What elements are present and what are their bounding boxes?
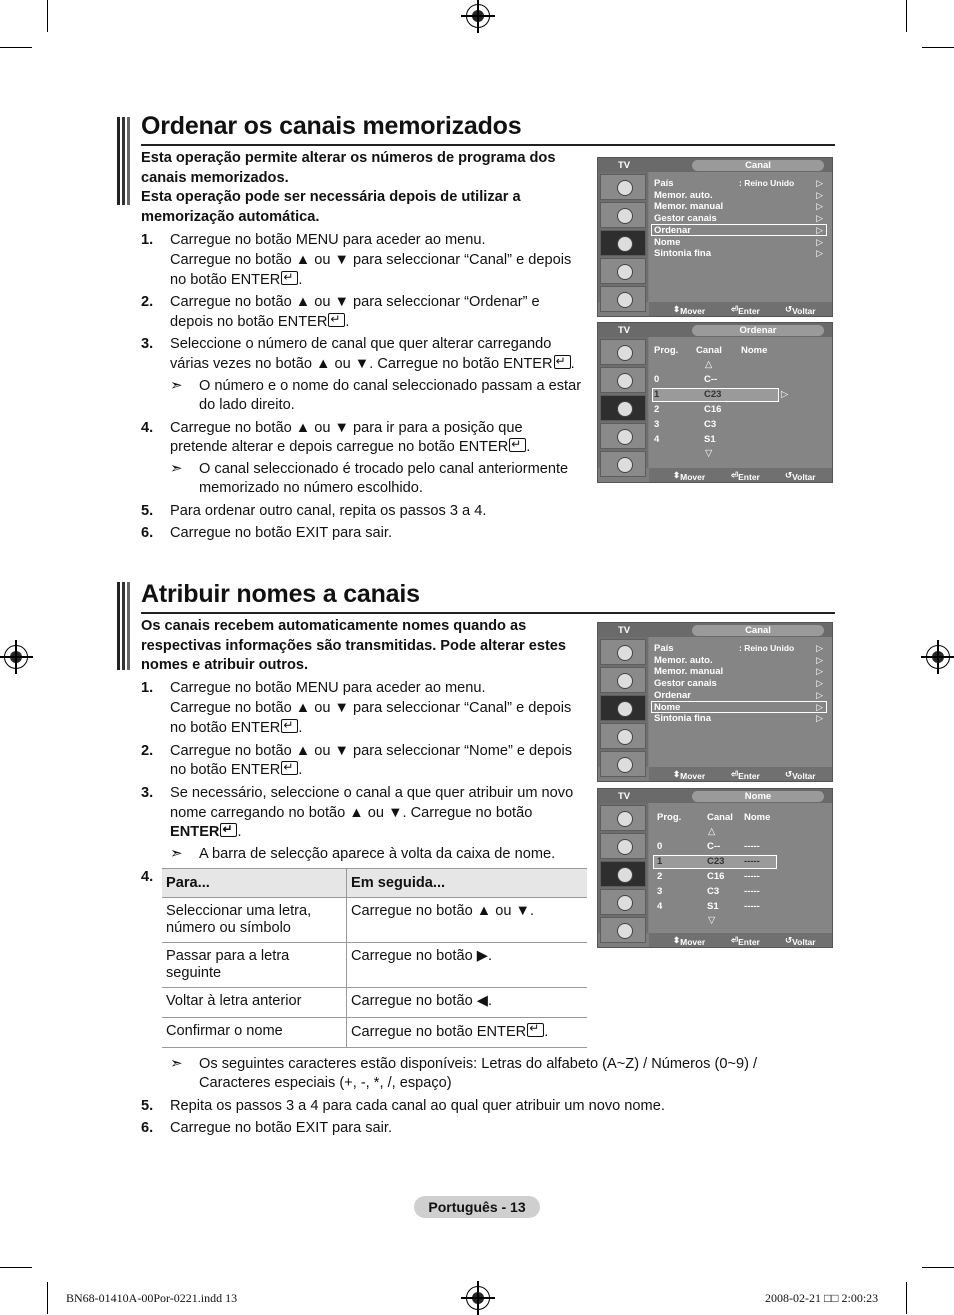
setup-icon <box>600 889 646 915</box>
table-cell: Confirmar o nome <box>162 1018 347 1048</box>
step-number: 2. <box>141 743 154 759</box>
crop-mark <box>0 1267 32 1268</box>
scroll-up-icon: △ <box>708 826 716 837</box>
note-arrow-icon: ➣ <box>170 460 183 477</box>
note-line: A barra de selecção aparece à volta da caixa de nome. <box>199 846 556 862</box>
table-row <box>162 943 587 988</box>
arrow-right-icon: ▷ <box>816 643 823 653</box>
arrow-right-icon: ▷ <box>816 678 823 688</box>
setup-icon <box>600 723 646 749</box>
osd-nome: ----- <box>744 856 760 867</box>
osd-footer-move: Mover <box>680 306 706 316</box>
arrow-right-icon: ▷ <box>816 248 823 258</box>
arrow-right-icon: ▷ <box>816 190 823 200</box>
key-table <box>162 868 587 1048</box>
osd-footer-enter: Enter <box>738 306 760 316</box>
enter-icon <box>509 438 526 452</box>
note-line: memorizado no número escolhido. <box>199 480 423 496</box>
osd-footer-enter: Enter <box>738 472 760 482</box>
enter-icon <box>281 271 298 285</box>
print-slug: BN68-01410A-00Por-0221.indd 13 <box>66 1291 238 1305</box>
table-header: Em seguida... <box>347 869 588 898</box>
osd-col-header: Canal <box>707 812 733 823</box>
scroll-up-icon: △ <box>705 359 713 370</box>
osd-prog: 0 <box>657 841 663 852</box>
step-line: nome carregando no botão ▲ ou ▼. Carregue no botão <box>170 805 533 821</box>
note-line: Os seguintes caracteres estão disponíveis: Letras do alfabeto (A~Z) / Números (0~9) / <box>199 1056 758 1072</box>
osd-prog: 0 <box>654 374 660 385</box>
step-line: Carregue no botão ▲ ou ▼ para seleccionar “Canal” e depois <box>170 700 572 716</box>
osd-col-header: Canal <box>696 345 722 356</box>
step-number: 3. <box>141 336 154 352</box>
table-cell: Carregue no botão ▲ ou ▼. <box>347 898 588 943</box>
arrow-right-icon: ▷ <box>816 201 823 211</box>
step-number: 5. <box>141 503 154 519</box>
setup-icon <box>600 423 646 449</box>
section-marker <box>117 582 130 670</box>
osd-canal: S1 <box>704 434 716 445</box>
step-line: Carregue no botão ▲ ou ▼ para seleccionar “Ordenar” e <box>170 294 540 310</box>
osd-canal: C16 <box>707 871 725 882</box>
enter-icon <box>281 719 298 733</box>
step-line: Para ordenar outro canal, repita os passos 3 a 4. <box>170 503 487 519</box>
table-row <box>162 898 587 943</box>
osd-prog: 3 <box>654 419 660 430</box>
intro-line: Esta operação permite alterar os números de programa dos <box>141 150 556 166</box>
arrow-right-icon: ▷ <box>816 713 823 723</box>
osd-footer-move: Mover <box>680 771 706 781</box>
intro-line: nomes e atribuir outros. <box>141 657 309 673</box>
input-icon <box>600 286 646 312</box>
sound-icon <box>600 202 646 228</box>
osd-col-header: Nome <box>744 812 771 823</box>
osd-menu-item[interactable]: Nome <box>654 237 681 248</box>
note-line: O canal seleccionado é trocado pelo canal anteriormente <box>199 461 569 477</box>
osd-header: Canal <box>692 160 824 171</box>
table-cell: Carregue no botão ▶. <box>347 943 588 988</box>
picture-icon <box>600 339 646 365</box>
osd-menu-item[interactable]: Nome <box>654 702 681 713</box>
arrow-right-icon: ▷ <box>816 690 823 700</box>
crop-mark <box>922 1267 954 1268</box>
arrow-right-icon: ▷ <box>781 389 789 400</box>
osd-tv-label: TV <box>618 160 631 171</box>
osd-footer-back: Voltar <box>792 771 816 781</box>
step-number: 6. <box>141 1120 154 1136</box>
osd-col-header: Nome <box>741 345 768 356</box>
osd-canal: C3 <box>704 419 717 430</box>
osd-footer-enter: Enter <box>738 771 760 781</box>
channel-icon <box>600 395 646 421</box>
step-line: pretende alterar e depois carregue no botão ENTER↵ . <box>170 438 530 458</box>
table-header: Para... <box>162 869 347 898</box>
intro-line: respectivas informações são transmitidas. Pode alterar estes <box>141 638 567 654</box>
scroll-down-icon: ▽ <box>708 915 716 926</box>
arrow-right-icon: ▷ <box>816 225 823 235</box>
osd-tv-label: TV <box>618 625 631 636</box>
section-rule <box>141 144 835 146</box>
step-line: Carregue no botão ▲ ou ▼ para seleccionar “Canal” e depois <box>170 252 572 268</box>
crop-mark <box>906 1282 907 1314</box>
step-line: Carregue no botão MENU para aceder ao menu. <box>170 232 486 248</box>
osd-canal: S1 <box>707 901 719 912</box>
osd-tv-label: TV <box>618 791 631 802</box>
arrow-right-icon: ▷ <box>816 702 823 712</box>
arrow-right-icon: ▷ <box>816 237 823 247</box>
osd-canal: C-- <box>704 374 718 385</box>
osd-menu-item[interactable]: Memor. manual <box>654 201 724 212</box>
osd-ordenar: TV Ordenar Prog. Canal Nome △ 0 C-- 1 C23 ▷ 2 C16 3 C3 4 S1 ▽ ⬍ Mover ⏎ Enter ↺ Voltar <box>597 322 833 483</box>
registration-mark-icon <box>466 1286 490 1310</box>
table-cell: Carregue no botão ◀. <box>347 988 588 1018</box>
section-title: Ordenar os canais memorizados <box>141 112 522 140</box>
table-cell: Voltar à letra anterior <box>162 988 347 1018</box>
step-number: 1. <box>141 232 154 248</box>
step-number: 4. <box>141 869 154 885</box>
step-line: ENTER↵ . <box>170 823 242 843</box>
osd-menu-item[interactable]: Ordenar <box>654 225 691 236</box>
osd-prog: 1 <box>654 389 660 400</box>
step-line: Carregue no botão ▲ ou ▼ para seleccionar “Nome” e depois <box>170 743 573 759</box>
osd-menu-item[interactable]: Gestor canais <box>654 213 717 224</box>
print-slug: 2008-02-21 □□ 2:00:23 <box>765 1291 879 1305</box>
step-line: várias vezes no botão ▲ ou ▼. Carregue no botão ENTER↵ . <box>170 355 575 375</box>
osd-nome: ----- <box>744 841 760 852</box>
section-rule <box>141 612 835 614</box>
enter-icon <box>281 761 298 775</box>
table-cell: Carregue no botão ENTER↵ . <box>347 1018 588 1048</box>
note-arrow-icon: ➣ <box>170 1055 183 1072</box>
step-line: Carregue no botão MENU para aceder ao menu. <box>170 680 486 696</box>
osd-menu-item[interactable]: Ordenar <box>654 690 691 701</box>
step-line: Carregue no botão EXIT para sair. <box>170 525 393 541</box>
osd-prog: 2 <box>654 404 660 415</box>
arrow-right-icon: ▷ <box>816 666 823 676</box>
osd-menu-item[interactable]: Gestor canais <box>654 678 717 689</box>
osd-prog: 1 <box>657 856 663 867</box>
osd-footer-move: Mover <box>680 937 706 947</box>
osd-nome: TV Nome Prog. Canal Nome △ 0 C-- ----- 1 C23 ----- 2 C16 ----- 3 C3 ----- 4 S1 ----- ▽ ⬍ Mover ⏎ Enter ↺ Voltar <box>597 788 833 948</box>
section-marker <box>117 117 130 205</box>
channel-icon <box>600 695 646 721</box>
enter-icon <box>328 313 345 327</box>
sound-icon <box>600 667 646 693</box>
step-line: Carregue no botão ▲ ou ▼ para ir para a posição que <box>170 420 523 436</box>
osd-col-header: Prog. <box>654 345 679 356</box>
step-line: Repita os passos 3 a 4 para cada canal ao qual quer atribuir um novo nome. <box>170 1098 665 1114</box>
osd-canal: C16 <box>704 404 722 415</box>
step-number: 4. <box>141 420 154 436</box>
osd-canal: C3 <box>707 886 720 897</box>
osd-nome: ----- <box>744 871 760 882</box>
osd-canal-menu: TV Canal País : Reino Unido Memor. auto. Memor. manual Gestor canais Ordenar Nome Sintonia fina ▷ ▷ ▷ ▷ ▷ ▷ ▷ ⬍ Mover ⏎ Enter ↺ Voltar <box>597 622 833 782</box>
input-icon <box>600 751 646 777</box>
setup-icon <box>600 258 646 284</box>
step-number: 3. <box>141 785 154 801</box>
osd-footer-move: Mover <box>680 472 706 482</box>
step-number: 2. <box>141 294 154 310</box>
intro-line: canais memorizados. <box>141 170 289 186</box>
table-cell: Seleccionar uma letra, número ou símbolo <box>162 898 347 943</box>
osd-menu-item[interactable]: Memor. auto. <box>654 655 713 666</box>
step-line: no botão ENTER↵ . <box>170 271 302 291</box>
osd-footer-back: Voltar <box>792 937 816 947</box>
osd-country-value: : Reino Unido <box>739 643 795 653</box>
table-cell: Passar para a letra seguinte <box>162 943 347 988</box>
osd-canal: C23 <box>704 389 722 400</box>
osd-nome: ----- <box>744 886 760 897</box>
osd-canal: C23 <box>707 856 725 867</box>
osd-header: Nome <box>692 791 824 802</box>
osd-menu-item[interactable]: Memor. auto. <box>654 190 713 201</box>
step-line: no botão ENTER↵ . <box>170 719 302 739</box>
step-number: 1. <box>141 680 154 696</box>
crop-mark <box>906 0 907 32</box>
step-line: depois no botão ENTER↵ . <box>170 313 349 333</box>
step-line: no botão ENTER↵ . <box>170 761 302 781</box>
osd-footer-enter: Enter <box>738 937 760 947</box>
osd-footer-back: Voltar <box>792 306 816 316</box>
crop-mark <box>47 1282 48 1314</box>
osd-canal: C-- <box>707 841 721 852</box>
arrow-right-icon: ▷ <box>816 213 823 223</box>
intro-line: memorização automática. <box>141 209 320 225</box>
osd-menu-item[interactable]: País <box>654 643 674 654</box>
input-icon <box>600 451 646 477</box>
osd-prog: 4 <box>654 434 660 445</box>
section-title: Atribuir nomes a canais <box>141 580 420 608</box>
osd-prog: 2 <box>657 871 663 882</box>
osd-col-header: Prog. <box>657 812 682 823</box>
registration-mark-icon <box>466 4 490 28</box>
channel-icon <box>600 861 646 887</box>
arrow-right-icon: ▷ <box>816 655 823 665</box>
picture-icon <box>600 805 646 831</box>
osd-header: Canal <box>692 625 824 636</box>
osd-tv-label: TV <box>618 325 631 336</box>
osd-country-value: : Reino Unido <box>739 178 795 188</box>
crop-mark <box>922 47 954 48</box>
picture-icon <box>600 639 646 665</box>
channel-icon <box>600 230 646 256</box>
crop-mark <box>0 47 32 48</box>
enter-icon <box>554 355 571 369</box>
registration-mark-icon <box>926 645 950 669</box>
scroll-down-icon: ▽ <box>705 448 713 459</box>
enter-icon <box>220 823 237 837</box>
osd-menu-item[interactable]: Sintonia fina <box>654 713 711 724</box>
osd-prog: 4 <box>657 901 663 912</box>
step-number: 5. <box>141 1098 154 1114</box>
registration-mark-icon <box>4 645 28 669</box>
intro-line: Os canais recebem automaticamente nomes quando as <box>141 618 527 634</box>
osd-prog: 3 <box>657 886 663 897</box>
osd-nome: ----- <box>744 901 760 912</box>
step-line: Carregue no botão EXIT para sair. <box>170 1120 393 1136</box>
step-number: 6. <box>141 525 154 541</box>
note-line: do lado direito. <box>199 397 295 413</box>
osd-menu-item[interactable]: Memor. manual <box>654 666 724 677</box>
osd-menu-item[interactable]: Sintonia fina <box>654 248 711 259</box>
osd-menu-item[interactable]: País <box>654 178 674 189</box>
note-line: O número e o nome do canal seleccionado passam a estar <box>199 378 582 394</box>
table-row <box>162 1018 587 1048</box>
note-arrow-icon: ➣ <box>170 845 183 862</box>
note-line: Caracteres especiais (+, -, *, /, espaço) <box>199 1075 452 1091</box>
intro-line: Esta operação pode ser necessária depois de utilizar a <box>141 189 521 205</box>
note-arrow-icon: ➣ <box>170 377 183 394</box>
picture-icon <box>600 174 646 200</box>
arrow-right-icon: ▷ <box>816 178 823 188</box>
step-line: Seleccione o número de canal que quer alterar carregando <box>170 336 552 352</box>
sound-icon <box>600 833 646 859</box>
enter-icon <box>527 1023 544 1037</box>
input-icon <box>600 917 646 943</box>
crop-mark <box>47 0 48 32</box>
table-row <box>162 988 587 1018</box>
osd-header: Ordenar <box>692 325 824 336</box>
sound-icon <box>600 367 646 393</box>
osd-canal-menu: TV Canal País : Reino Unido Memor. auto. Memor. manual Gestor canais Ordenar Nome Sintonia fina ▷ ▷ ▷ ▷ ▷ ▷ ▷ ⬍ Mover ⏎ Enter ↺ Voltar <box>597 157 833 317</box>
step-line: Se necessário, seleccione o canal a que quer atribuir um novo <box>170 785 574 801</box>
page-number-badge: Português - 13 <box>414 1196 540 1218</box>
osd-footer-back: Voltar <box>792 472 816 482</box>
